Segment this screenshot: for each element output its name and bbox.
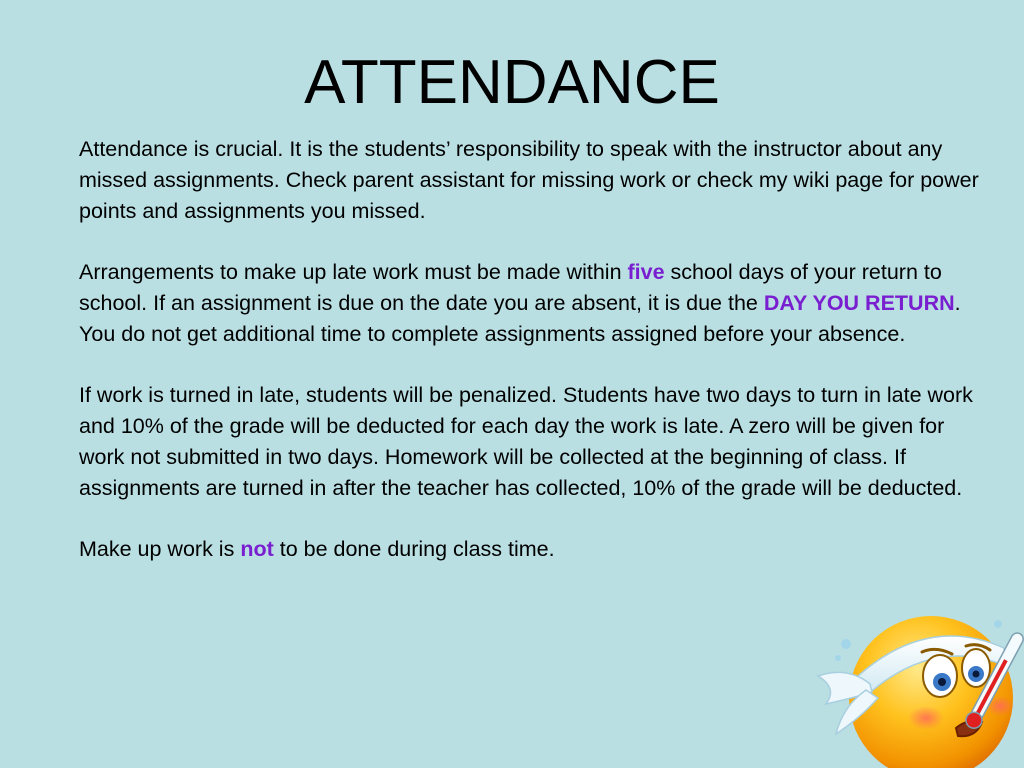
paragraph-arrangements-text-2: school days of your return to school. If an assignment is due on the date you are absent, it is due the — [79, 260, 942, 315]
paragraph-make-up-text-1: Make up work is — [79, 537, 241, 562]
paragraph-arrangements-text-3: . You do not get additional time to complete assignments assigned before your absence. — [79, 290, 961, 346]
sick-emoji-icon — [808, 606, 1024, 768]
paragraph-arrangements — [79, 257, 979, 349]
paragraph-make-up — [79, 534, 979, 565]
slide-body — [79, 134, 979, 596]
paragraph-late-work: If work is turned in late, students will be penalized. Students have two days to turn in late work and 10% of the grade will be deducted for each day the work is late. A zero will be given for work not submitted in two days. Homework will be collected at the beginning of class. If assignments are turned in after the teacher has collected, 10% of the grade will be deducted. — [79, 383, 973, 500]
paragraph-arrangements-text-1: Arrangements to make up late work must be made within — [79, 260, 628, 285]
emphasis-five: five — [627, 260, 665, 285]
emphasis-day-you-return: DAY YOU RETURN — [763, 290, 955, 315]
paragraph-attendance: Attendance is crucial. It is the students’ responsibility to speak with the instructor about any missed assignments. Check parent assistant for missing work or check my wiki page for power points and assignments you missed. — [79, 137, 979, 223]
slide-title: ATTENDANCE — [304, 48, 720, 117]
paragraph-make-up-text-2: to be done during class time. — [273, 537, 555, 562]
emphasis-not: not — [240, 537, 274, 562]
